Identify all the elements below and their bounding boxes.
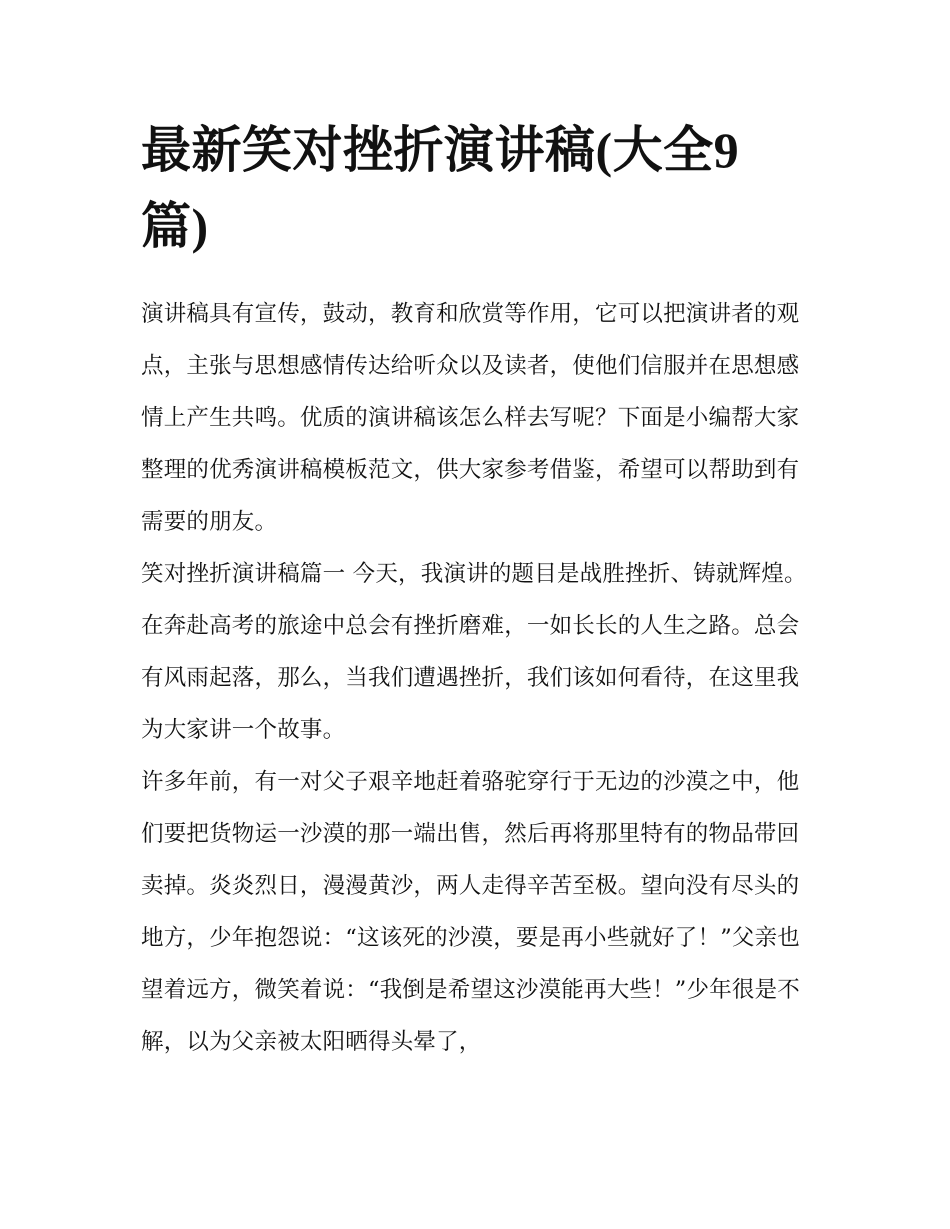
paragraph-setback-metaphor: 在奔赴高考的旅途中总会有挫折磨难，一如长长的人生之路。总会有风雨起落，那么，当我们遭遇挫折，我们该如何看待，在这里我为大家讲一个故事。 <box>141 613 800 743</box>
paragraph-intro: 演讲稿具有宣传，鼓动，教育和欣赏等作用，它可以把演讲者的观点，主张与思想感情传达给听众以及读者，使他们信服并在思想感情上产生共鸣。优质的演讲稿该怎么样去写呢？下面是小编帮大家整理的优秀演讲稿模板范文，供大家参考借鉴，希望可以帮助到有需要的朋友。 <box>141 301 800 535</box>
document-content <box>141 112 821 1068</box>
document-body <box>141 288 821 1068</box>
document-title: 最新笑对挫折演讲稿(大全9篇) <box>141 122 740 254</box>
paragraph-speech-opening: 笑对挫折演讲稿篇一 今天，我演讲的题目是战胜挫折、铸就辉煌。 <box>141 561 807 587</box>
paragraph-desert-story: 许多年前，有一对父子艰辛地赶着骆驼穿行于无边的沙漠之中，他们要把货物运一沙漠的那一端出售，然后再将那里特有的物品带回卖掉。炎炎烈日，漫漫黄沙，两人走得辛苦至极。望向没有尽头的地方，少年抱怨说：“这该死的沙漠，要是再小些就好了！”父亲也望着远方，微笑着说：“我倒是希望这沙漠能再大些！”少年很是不解，以为父亲被太阳晒得头晕了， <box>141 769 801 1055</box>
